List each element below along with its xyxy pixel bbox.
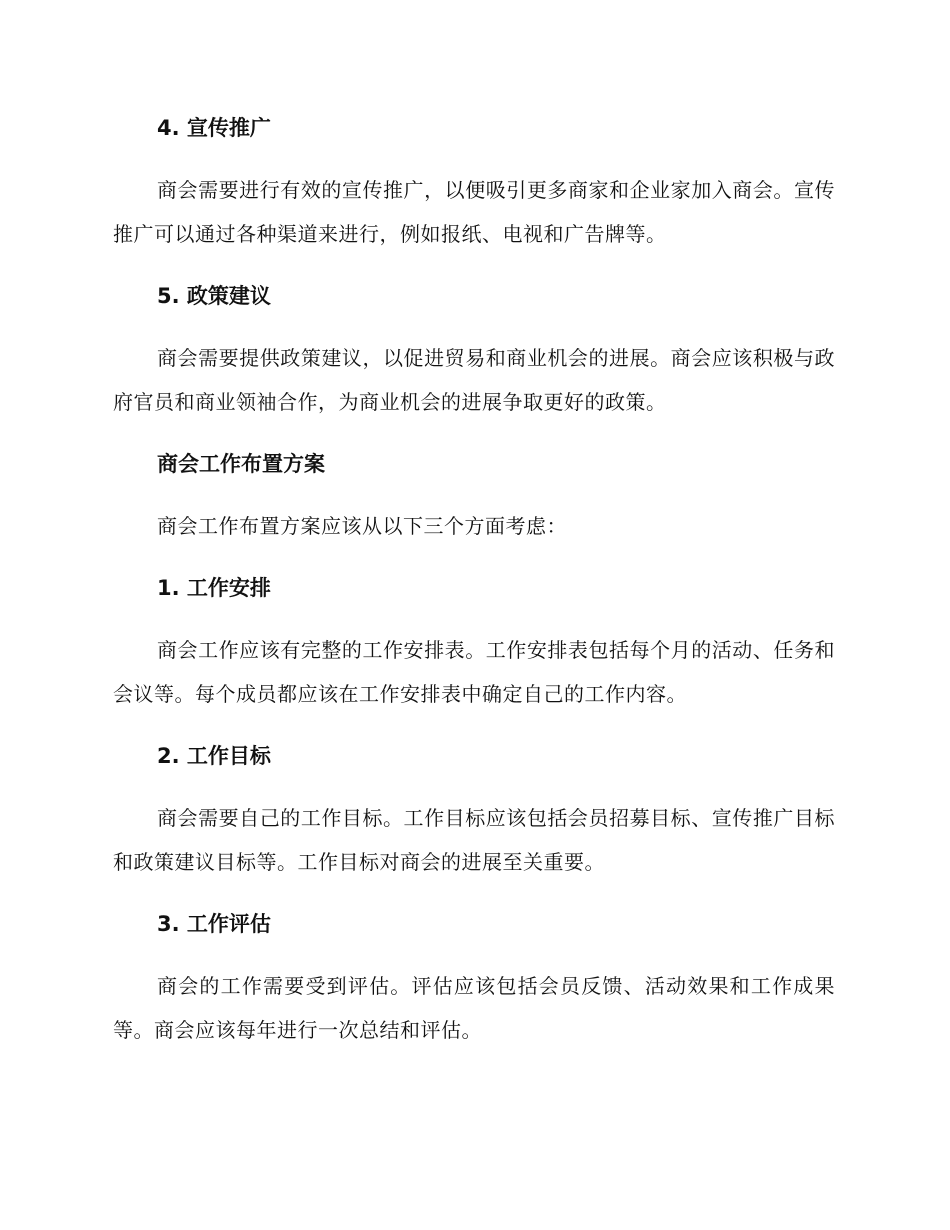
section-heading-publicity: 4. 宣传推广 xyxy=(157,116,271,140)
section-heading-work-goals: 2. 工作目标 xyxy=(157,744,271,768)
section-body-work-evaluation: 商会的工作需要受到评估。评估应该包括会员反馈、活动效果和工作成果等。商会应该每年进行一次总结和评估。 xyxy=(113,974,835,1042)
section-heading-policy: 5. 政策建议 xyxy=(157,284,271,308)
section-body-publicity: 商会需要进行有效的宣传推广，以便吸引更多商家和企业家加入商会。宣传推广可以通过各种渠道来进行，例如报纸、电视和广告牌等。 xyxy=(113,178,835,246)
section-body-work-plan: 商会工作布置方案应该从以下三个方面考虑： xyxy=(157,514,567,538)
section-heading-work-schedule: 1. 工作安排 xyxy=(157,576,271,600)
section-body-work-goals: 商会需要自己的工作目标。工作目标应该包括会员招募目标、宣传推广目标和政策建议目标等。工作目标对商会的进展至关重要。 xyxy=(113,806,835,874)
section-heading-work-plan: 商会工作布置方案 xyxy=(157,452,325,476)
section-body-policy: 商会需要提供政策建议，以促进贸易和商业机会的进展。商会应该积极与政府官员和商业领袖合作，为商业机会的进展争取更好的政策。 xyxy=(113,346,835,414)
document-content xyxy=(113,108,835,1052)
section-heading-work-evaluation: 3. 工作评估 xyxy=(157,912,271,936)
section-body-work-schedule: 商会工作应该有完整的工作安排表。工作安排表包括每个月的活动、任务和会议等。每个成员都应该在工作安排表中确定自己的工作内容。 xyxy=(113,638,835,706)
